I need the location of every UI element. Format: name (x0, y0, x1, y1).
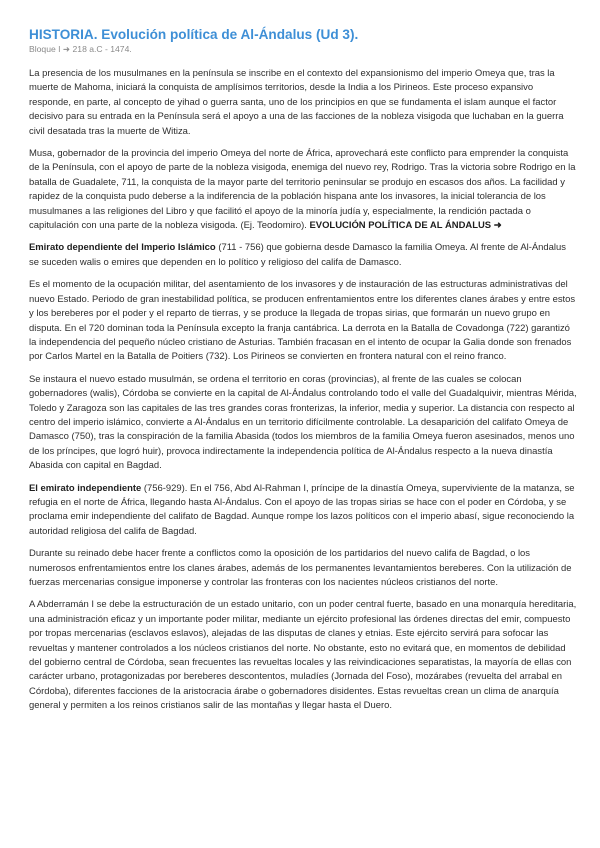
paragraph-new-state (29, 373, 577, 474)
paragraph-dependent-emirate (29, 241, 577, 270)
document-body (29, 67, 577, 722)
paragraph-conflicts (29, 547, 577, 590)
paragraph-text: Musa, gobernador de la provincia del imperio Omeya del norte de África, aprovechará este conflicto para emprender la conquista de la Península, con el apoyo de parte de la nobleza visigoda, enemiga del nuevo rey, Rodrigo. Tras la victoria sobre Rodrigo en la batalla de Guadalete, 711, la conquista de la mayor parte del territorio peninsular se produjo en escasos dos años. La facilidad y rapidez de la conquista pudo deberse a la indiferencia de la población hispana ante los invasores, la inicial tolerancia de los musulmanes a las religiones del Libro y que facilitó el apoyo de la minoría judía y, especialmente, la rendición pactada o capitulación con una parte de la nobleza visigoda. (Ej. Teodomiro). (29, 148, 576, 232)
paragraph-text: Se instaura el nuevo estado musulmán, se ordena el territorio en coras (provincias), al frente de las cuales se colocan gobernadores (walis), Córdoba se convierte en la capital de Al-Ándalus controlando todo el valle del Guadalquivir, mientras Mérida, Toledo y Zaragoza son las capitales de las tres grandes coras fronterizas, la inferior, media y superior. La distancia con respecto al centro del imperio islámico, convierte a Al-Ándalus en un territorio difícilmente controlable. La desaparición del califato Omeya de Damasco (750), tras la conspiración de la familia Abasida (todos los miembros de la familia Omeya fueron asesinados, menos uno de los príncipes, que logró huir), provoca indirectamente la independencia política de Al-Ándalus respecto a la nueva dinastía Abasida con capital en Bagdad. (29, 373, 577, 472)
paragraph-independent-emirate (29, 482, 577, 540)
paragraph-text: Es el momento de la ocupación militar, del asentamiento de los invasores y de instauración de las estructuras administrativas del nuevo Estado. Periodo de gran inestabilidad política, se producen enfrentamientos entre los diferentes clanes árabes y entre estos y los bereberes por el poder y el reparto de tierras, y se produce la llegada de tropas sirias, que formarán un nuevo grupo en disputa. En el 720 dominan toda la Península excepto la franja cantábrica. La derrota en la Batalla de Covadonga (722) garantizó la independencia del pequeño núcleo cristiano de Asturias. También fracasan en el intento de ocupar la Galia donde son frenados por Carlos Martel en la Batalla de Poitiers (732). Los Pirineos se convierten en frontera natural con el reino franco. (29, 279, 576, 363)
page-title: HISTORIA. Evolución política de Al-Ándalus (Ud 3). (29, 27, 359, 42)
paragraph-text: A Abderramán I se debe la estructuración de un estado unitario, con un poder central fuerte, basado en una monarquía hereditaria, una administración eficaz y un importante poder militar, mediante un ejército profesional las órdenes directas del emir, compuesto por tropas mercenarias (esclavos eslavos), alejadas de las disputas de clanes y etnias. Este ejército servirá para sofocar las revueltas y mantener controlados a los núcleos cristianos del norte. No obstante, esto no evitará que, en momentos de debilidad del gobierno central de Córdoba, sean frecuentes las revueltas locales y las reivindicaciones separatistas, la mayoría de ellas con carácter urbano, protagonizadas por bereberes descontentos, muladíes (Jornada del Foso), mozárabes (revuelta del arrabal en Córdoba), diferentes facciones de la aristocracia árabe o gobernadores disidentes. Estas revueltas crean un clima de anarquía general y permiten a los reinos cristianos salir de las montañas y llegar hasta el Duero. (29, 599, 577, 712)
section-heading-evolution: EVOLUCIÓN POLÍTICA DE AL ÁNDALUS ➜ (309, 220, 502, 232)
paragraph-text: La presencia de los musulmanes en la península se inscribe en el contexto del expansionismo del imperio Omeya que, tras la muerte de Mahoma, iniciará la conquista de amplísimos territorios, desde la India a los Pirineos. Este proceso expansivo responde, en parte, al concepto de yihad o guerra santa, uno de los principios en que se fundamenta el islam aunque el factor decisivo para su entrada en la Península será el apoyo a una de las facciones de la nobleza visigoda que luchaban en la guerra civil desatada tras la muerte de Witiza. (29, 68, 564, 137)
paragraph-intro (29, 67, 577, 139)
term-independent-emirate: El emirato independiente (29, 482, 142, 494)
page-subtitle: Bloque I ➜ 218 a.C - 1474. (29, 44, 132, 54)
term-dependent-emirate: Emirato dependiente del Imperio Islámico (29, 242, 216, 254)
paragraph-abderraman (29, 598, 577, 713)
paragraph-text: (756-929). En el 756, Abd Al-Rahman I, príncipe de la dinastía Omeya, superviviente de la matanza, se refugia en el norte de África, llegando hasta Al-Ándalus. Con el apoyo de las tropas sirias se hace con el poder en Córdoba, y se proclama emir independiente del califato de Bagdad. Aunque rompe los lazos políticos con el imperio abasí, sigue reconociendo la autoridad religiosa del califa de Bagdad. (29, 482, 575, 537)
paragraph-occupation (29, 278, 577, 364)
paragraph-text: Durante su reinado debe hacer frente a conflictos como la oposición de los partidarios del nuevo califa de Bagdad, o los numerosos enfrentamientos entre los clanes árabes, además de los permanentes levantamientos bereberes. Con la utilización de fuerzas mercenarias consigue imponerse y controlar las fronteras con los nacientes núcleos cristianos del norte. (29, 548, 572, 588)
paragraph-conquest (29, 147, 577, 233)
paragraph-text: (711 - 756) que gobierna desde Damasco la familia Omeya. Al frente de Al-Ándalus se suceden walis o emires que dependen en lo político y religioso del califa de Damasco. (29, 242, 566, 268)
